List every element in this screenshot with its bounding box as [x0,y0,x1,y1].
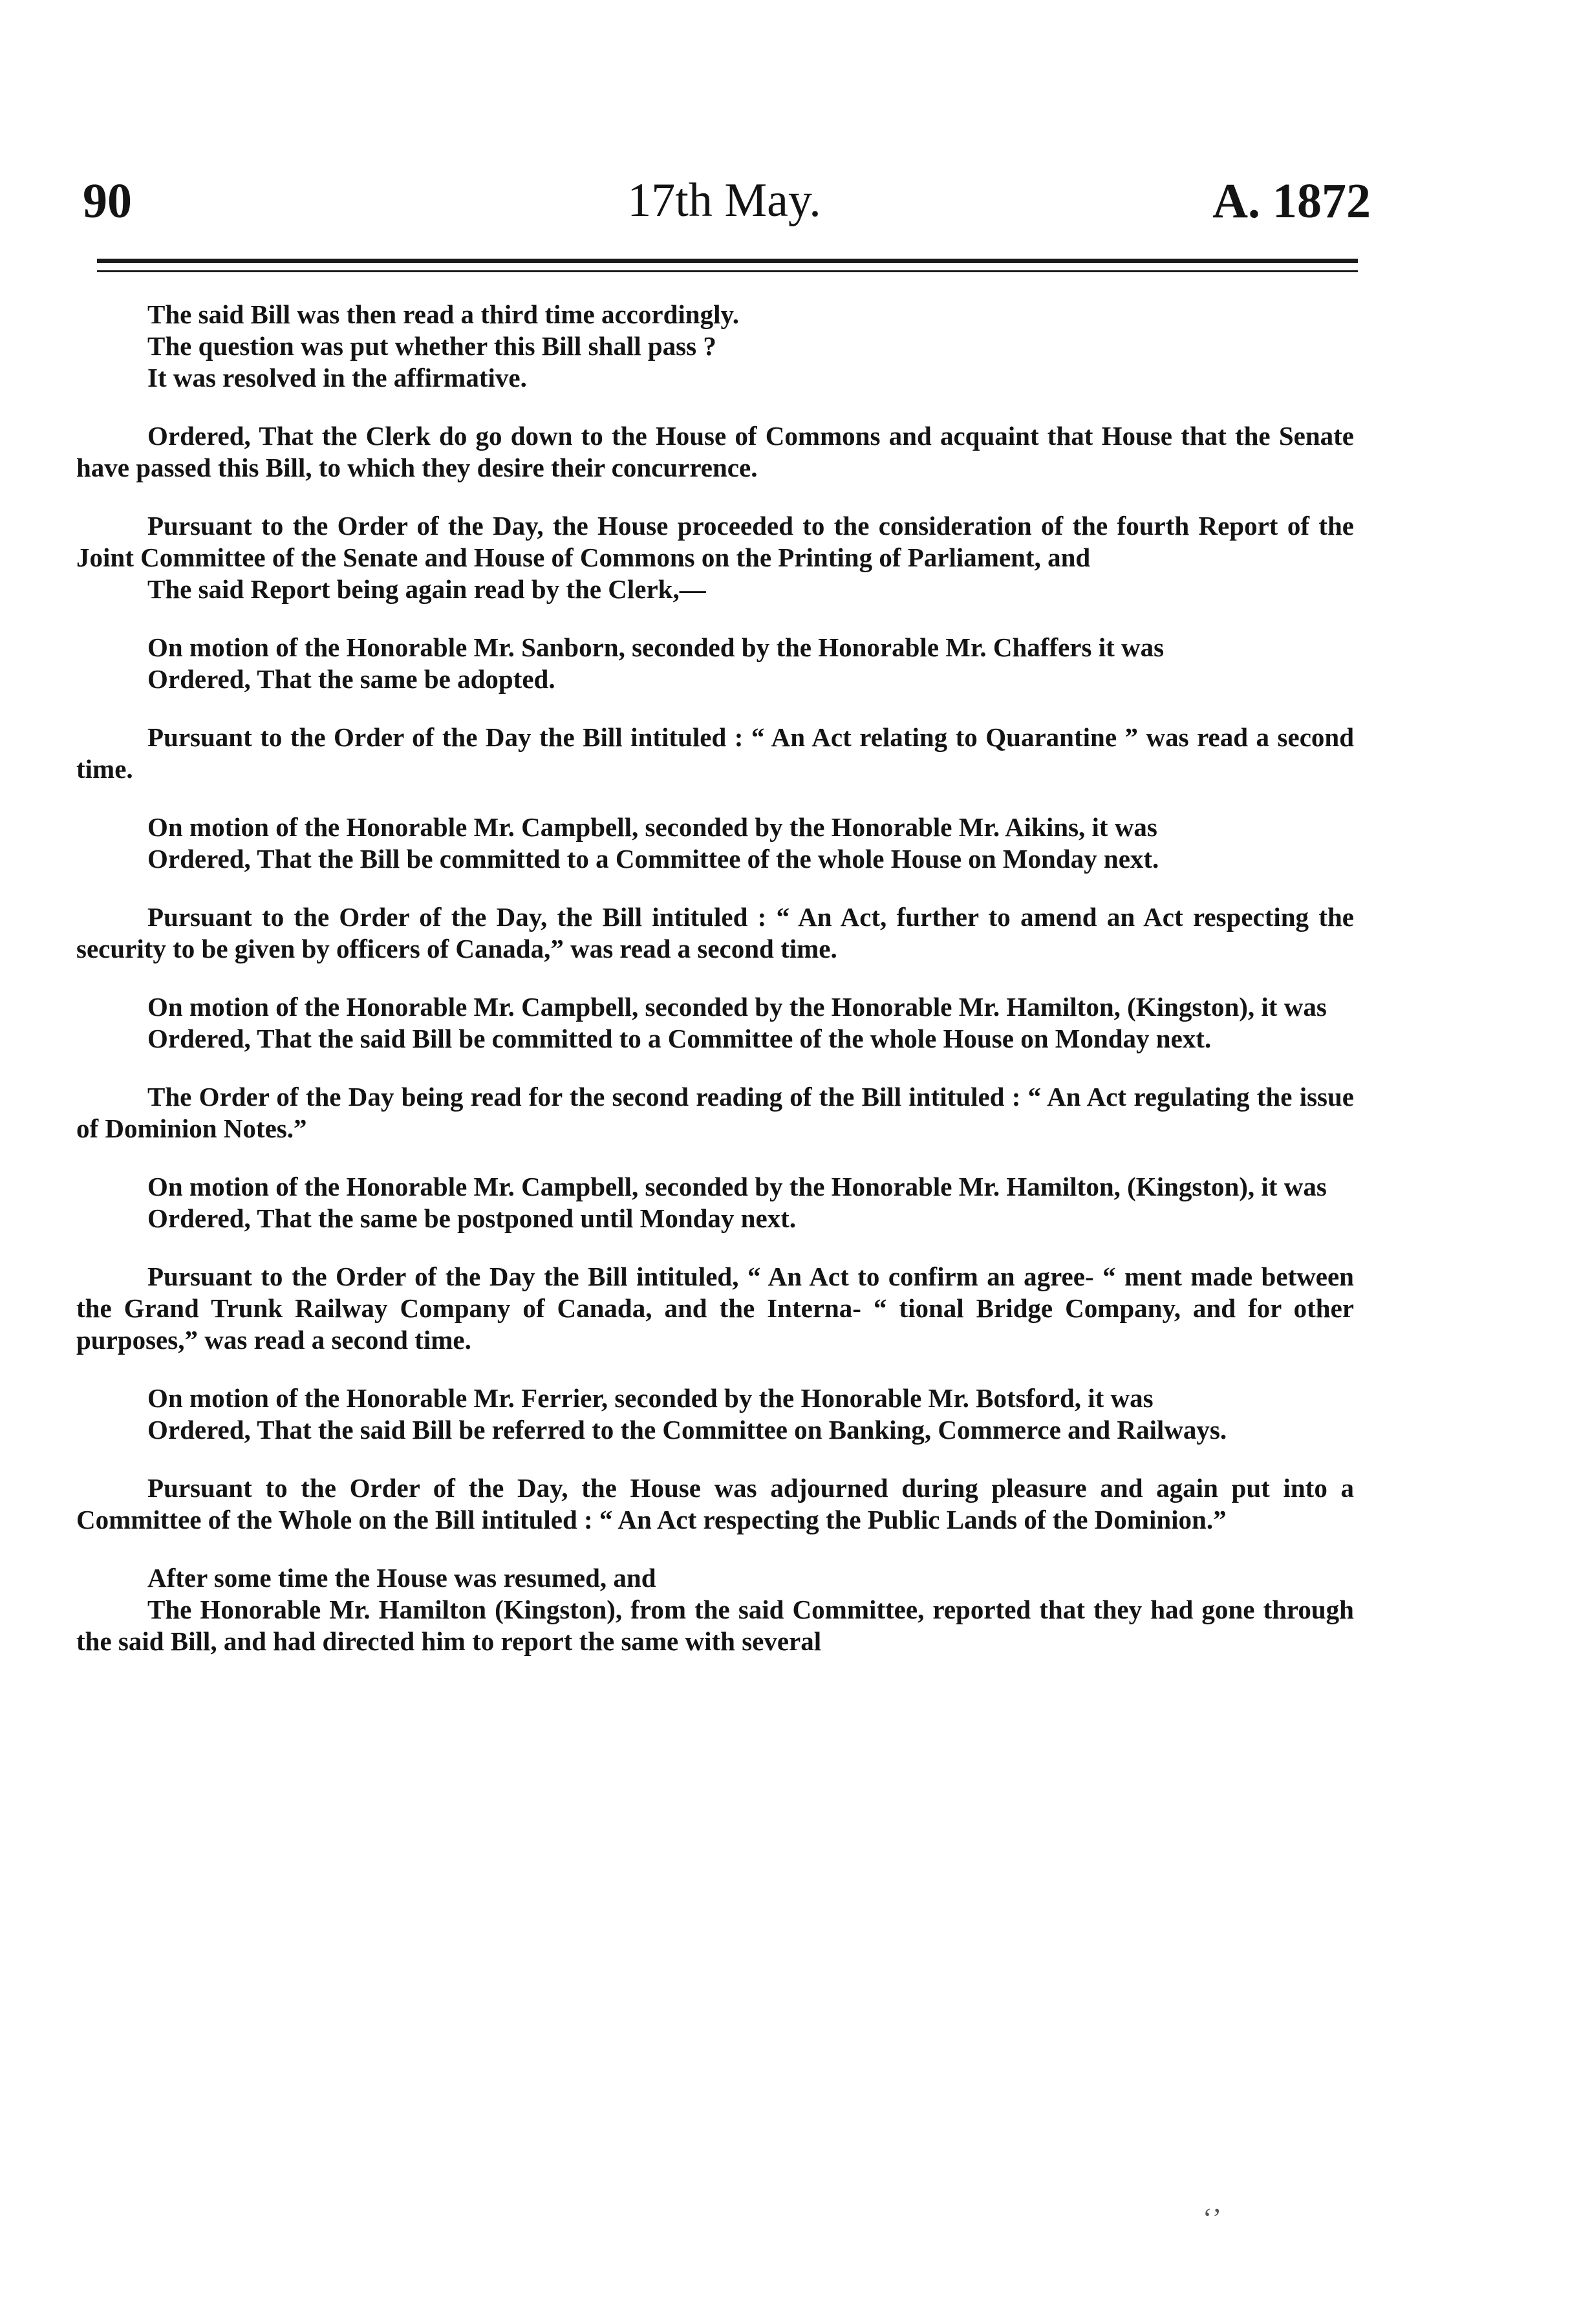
header-date: 17th May. [627,174,821,227]
paragraph-printing-report: Pursuant to the Order of the Day, the House proceeded to the consideration of the fourth Report of the Joint Committee of the Senate and House of Commons on the Printing of Parliament, and [76,511,1354,572]
paragraph-motion-campbell-aikins: On motion of the Honorable Mr. Campbell, seconded by the Honorable Mr. Aikins, it was [147,812,1157,842]
paragraph-house-resumed: After some time the House was resumed, and [147,1563,656,1593]
footer-mark: ‘’ [1203,2202,1222,2234]
paragraph-quarantine-bill: Pursuant to the Order of the Day the Bill intituled : “ An Act relating to Quarantine ” was read a second time. [76,722,1354,784]
paragraph-grand-trunk-bill: Pursuant to the Order of the Day the Bill intituled, “ An Act to confirm an agree- “ ment made between the Grand Trunk Railway Company of Canada, and the Interna- “ tional Bridge Company, and for other purposes,” was read a second time. [76,1262,1354,1355]
header-rule-thick [97,259,1358,263]
paragraph-motion-campbell-hamilton: On motion of the Honorable Mr. Campbell, seconded by the Honorable Mr. Hamilton, (Kingston), it was [147,992,1327,1022]
page-header [78,173,1371,238]
paragraph-ordered-committee-whole: Ordered, That the said Bill be committed to a Committee of the whole House on Monday next. [147,1024,1212,1053]
paragraph-report-read: The said Report being again read by the Clerk,— [147,574,706,604]
page-number: 90 [83,174,132,228]
paragraph-ordered-postponed: Ordered, That the same be postponed until Monday next. [147,1203,797,1233]
paragraph-resolved: It was resolved in the affirmative. [147,363,527,393]
paragraph-hamilton-report: The Honorable Mr. Hamilton (Kingston), from the said Committee, reported that they had gone through the said Bill, and had directed him to report the same with several [76,1595,1354,1656]
body-text [76,299,1354,1657]
paragraph-ordered-banking: Ordered, That the said Bill be referred to the Committee on Banking, Commerce and Railways. [147,1415,1227,1445]
paragraph-officers-bill: Pursuant to the Order of the Day, the Bill intituled : “ An Act, further to amend an Act respecting the security to be given by officers of Canada,” was read a second time. [76,902,1354,963]
paragraph-ordered-committee-monday: Ordered, That the Bill be committed to a Committee of the whole House on Monday next. [147,844,1159,874]
paragraph-ordered-clerk: Ordered, That the Clerk do go down to the House of Commons and acquaint that House that the Senate have passed this Bill, to which they desire their concurrence. [76,421,1354,482]
paragraph-third-reading: The said Bill was then read a third time accordingly. [147,299,739,329]
header-year: A. 1872 [1212,174,1371,228]
paragraph-dominion-notes: The Order of the Day being read for the second reading of the Bill intituled : “ An Act regulating the issue of Dominion Notes.” [76,1082,1354,1143]
paragraph-motion-sanborn: On motion of the Honorable Mr. Sanborn, seconded by the Honorable Mr. Chaffers it was [147,632,1165,662]
paragraph-public-lands: Pursuant to the Order of the Day, the House was adjourned during pleasure and again put into a Committee of the Whole on the Bill intituled : “ An Act respecting the Public Lands of the Dominion.” [76,1473,1354,1534]
paragraph-motion-ferrier: On motion of the Honorable Mr. Ferrier, seconded by the Honorable Mr. Botsford, it was [147,1383,1154,1413]
paragraph-ordered-adopted: Ordered, That the same be adopted. [147,664,555,694]
header-rule-thin [97,270,1358,272]
paragraph-question: The question was put whether this Bill shall pass ? [147,331,716,361]
paragraph-motion-campbell-hamilton-2: On motion of the Honorable Mr. Campbell, seconded by the Honorable Mr. Hamilton, (Kingston), it was [147,1172,1327,1201]
